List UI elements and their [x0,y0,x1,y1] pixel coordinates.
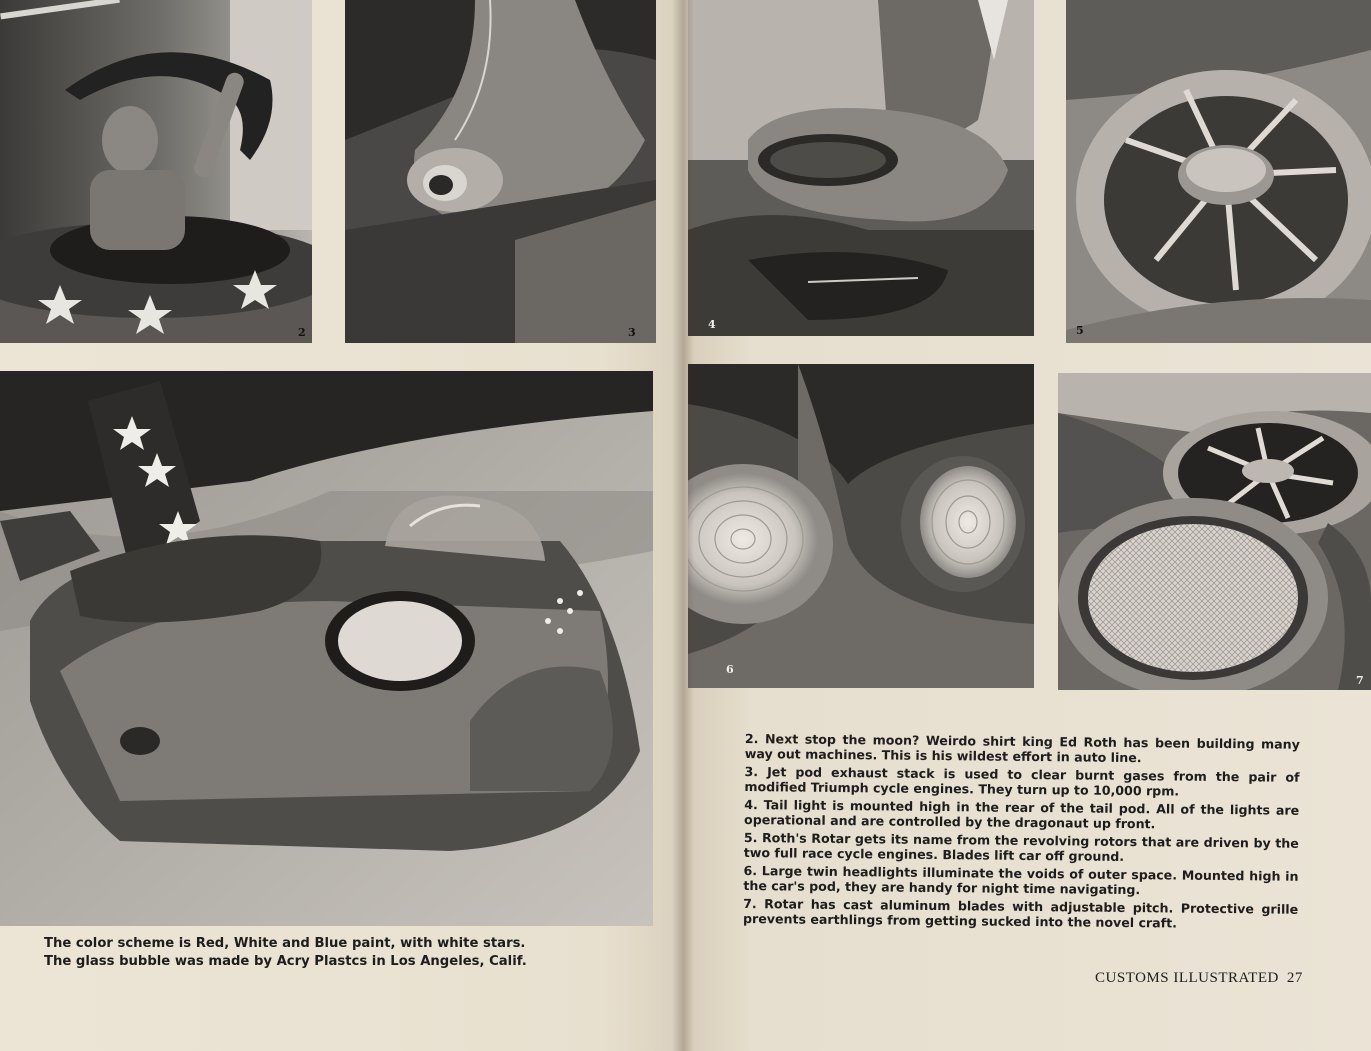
figure-number-3: 3 [628,326,636,339]
caption-7: 7. Rotar has cast aluminum blades with adjustable pitch. Protective grille prevents earthlings from getting sucked into the novel craft. [742,895,1299,931]
main-caption-line-2: The glass bubble was made by Acry Plastcs in Los Angeles, Calif. [44,953,527,969]
page-number: 27 [1286,970,1303,986]
right-page [683,0,1371,1051]
photo-2-ed-roth-cockpit [0,0,312,343]
photo-7-grille-blades [1058,373,1371,690]
figure-number-7: 7 [1356,674,1364,687]
publication-name: CUSTOMS ILLUSTRATED [1095,970,1279,986]
page-footer [1095,970,1303,987]
photo-6-headlights [688,364,1034,688]
photo-4-tail-light [688,0,1034,336]
left-page [0,0,683,1051]
caption-5: 5. Roth's Rotar gets its name from the revolving rotors that are driven by the two full race cycle engines. Blades lift car off ground. [743,829,1299,864]
figure-number-2: 2 [298,326,306,339]
figure-number-6: 6 [726,663,734,676]
main-caption-line-1: The color scheme is Red, White and Blue paint, with white stars. [44,936,526,951]
photo-3-jet-pod-exhaust [345,0,656,343]
caption-3: 3. Jet pod exhaust stack is used to clear burnt gases from the pair of modified Triumph cycle engines. They turn up to 10,000 rpm. [744,763,1300,799]
figure-number-4: 4 [708,318,716,331]
caption-2: 2. Next stop the moon? Weirdo shirt king Ed Roth has been building many way out machines. This is his wildest effort in auto line. [744,731,1300,765]
figure-number-5: 5 [1076,324,1084,337]
caption-4: 4. Tail light is mounted high in the rear of the tail pod. All of the lights are operational and are controlled by the dragonaut up front. [744,796,1300,831]
binding-gutter [672,0,694,1051]
photo-main-rotar-car [0,371,653,926]
figure-captions [743,732,1300,936]
caption-6: 6. Large twin headlights illuminate the voids of outer space. Mounted high in the car's pod, they are handy for night time navigating. [743,862,1299,897]
main-photo-caption [44,935,624,970]
photo-5-rotor-fan [1066,0,1371,343]
